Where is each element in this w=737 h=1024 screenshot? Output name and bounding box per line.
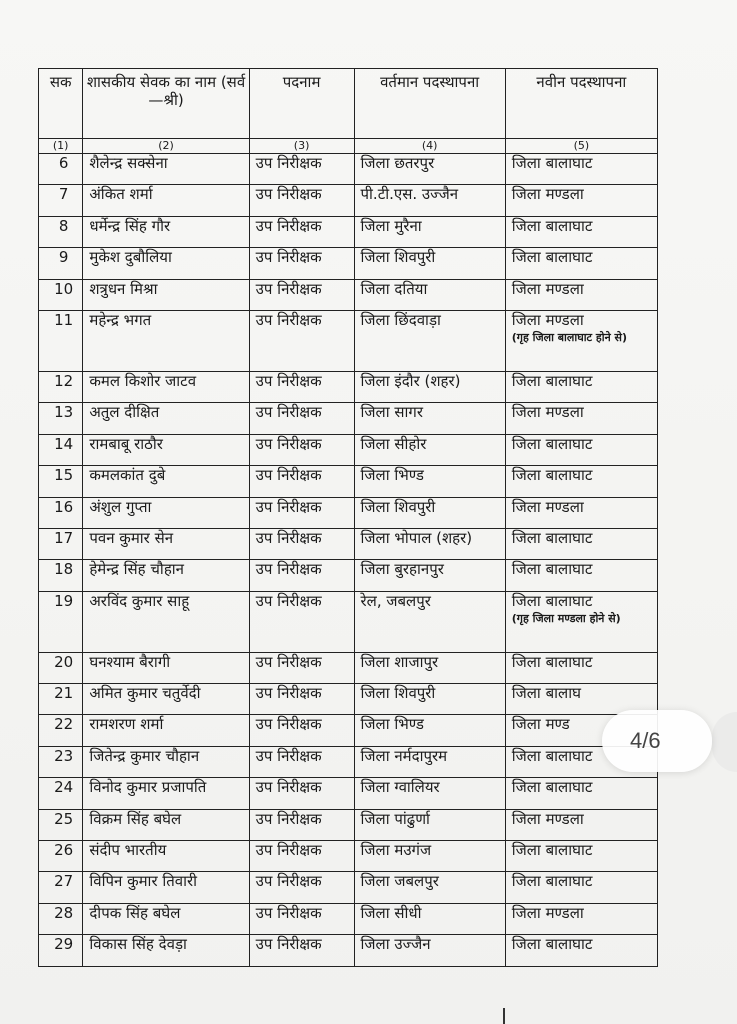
current-posting-cell-text: जिला जबलपुर: [360, 872, 439, 891]
serial-number-cell: [39, 935, 83, 966]
new-posting-cell: [505, 528, 657, 559]
new-posting-cell: [505, 903, 657, 934]
designation-cell: [249, 841, 354, 872]
table-row: [39, 809, 658, 840]
current-posting-cell: [354, 872, 505, 903]
designation-cell: [249, 216, 354, 247]
current-posting-cell: [354, 809, 505, 840]
new-posting-cell: [505, 591, 657, 652]
designation-cell: [249, 591, 354, 652]
current-posting-cell-text: जिला भोपाल (शहर): [360, 528, 473, 547]
pen-mark: [503, 1008, 505, 1024]
table-row: [39, 935, 658, 966]
designation-cell: [249, 935, 354, 966]
new-posting-cell-text: जिला मण्डला: [511, 310, 584, 329]
employee-name-cell: [83, 684, 249, 715]
designation-cell: [249, 154, 354, 185]
new-posting-cell-text: जिला मण्डला: [511, 279, 584, 298]
new-posting-cell: [505, 434, 657, 465]
serial-number-cell-text: 16: [54, 497, 74, 516]
new-posting-cell: [505, 466, 657, 497]
designation-cell: [249, 185, 354, 216]
designation-cell-text: उप निरीक्षक: [255, 310, 322, 329]
new-posting-cell: [505, 560, 657, 591]
new-posting-cell-text: जिला बालाघाट: [511, 872, 593, 891]
current-posting-cell-text: जिला उज्जैन: [360, 935, 431, 954]
designation-cell-text: उप निरीक्षक: [255, 279, 322, 298]
current-posting-cell: [354, 778, 505, 809]
serial-number-cell-text: 13: [54, 403, 74, 422]
column-number: (3): [249, 139, 354, 154]
employee-name-cell: [83, 872, 249, 903]
new-posting-cell-text: जिला बालाघाट: [511, 248, 593, 267]
employee-name-cell: [83, 248, 249, 279]
designation-cell: [249, 497, 354, 528]
new-posting-cell-text: जिला बालाघ: [511, 684, 581, 703]
new-posting-cell: [505, 279, 657, 310]
designation-cell-text: उप निरीक्षक: [255, 185, 322, 204]
designation-cell: [249, 872, 354, 903]
designation-cell: [249, 528, 354, 559]
designation-cell: [249, 809, 354, 840]
new-posting-cell: [505, 841, 657, 872]
new-posting-cell: [505, 497, 657, 528]
table-row: [39, 154, 658, 185]
new-posting-cell-text: जिला बालाघाट: [511, 935, 593, 954]
page-indicator-label: 4/6: [630, 728, 661, 753]
current-posting-cell: [354, 560, 505, 591]
employee-name-cell-text: जितेन्द्र कुमार चौहान: [89, 746, 200, 765]
column-number-row: [39, 139, 658, 154]
column-number: (5): [505, 139, 657, 154]
serial-number-cell: [39, 841, 83, 872]
serial-number-cell-text: 15: [54, 466, 74, 485]
table-row: [39, 841, 658, 872]
employee-name-cell-text: अतुल दीक्षित: [89, 403, 160, 422]
current-posting-cell: [354, 652, 505, 683]
new-posting-cell-text: जिला मण्डला: [511, 903, 584, 922]
current-posting-cell: [354, 434, 505, 465]
designation-cell: [249, 310, 354, 371]
new-posting-cell: [505, 652, 657, 683]
table-row: [39, 560, 658, 591]
serial-number-cell-text: 14: [54, 434, 74, 453]
table-row: [39, 652, 658, 683]
current-posting-cell-text: जिला मुरैना: [360, 216, 422, 235]
serial-number-cell: [39, 154, 83, 185]
current-posting-cell-text: जिला छतरपुर: [360, 154, 435, 172]
serial-number-cell: [39, 715, 83, 746]
designation-cell: [249, 466, 354, 497]
current-posting-cell: [354, 154, 505, 185]
employee-name-cell: [83, 809, 249, 840]
employee-name-cell: [83, 778, 249, 809]
designation-cell-text: उप निरीक्षक: [255, 434, 322, 453]
designation-cell: [249, 903, 354, 934]
serial-number-cell-text: 29: [54, 935, 74, 954]
employee-name-cell-text: मुकेश दुबौलिया: [89, 248, 172, 267]
new-posting-cell-text: जिला बालाघाट: [511, 528, 593, 547]
serial-number-cell-text: 23: [54, 746, 74, 765]
current-posting-cell-text: जिला शिवपुरी: [360, 497, 436, 516]
employee-name-cell: [83, 216, 249, 247]
current-posting-cell-text: जिला मउगंज: [360, 841, 432, 860]
new-posting-cell-text: जिला बालाघाट: [511, 778, 593, 797]
new-posting-cell-text: जिला बालाघाट: [511, 652, 593, 671]
designation-cell-text: उप निरीक्षक: [255, 715, 322, 734]
serial-number-cell: [39, 746, 83, 777]
employee-name-cell-text: धर्मेन्द्र सिंह गौर: [89, 216, 171, 235]
serial-number-cell-text: 20: [54, 652, 74, 671]
employee-name-cell-text: शैलेन्द्र सक्सेना: [89, 154, 168, 172]
designation-cell: [249, 652, 354, 683]
current-posting-cell: [354, 310, 505, 371]
employee-name-cell-text: रामबाबू राठौर: [89, 434, 163, 453]
serial-number-cell: [39, 216, 83, 247]
new-posting-cell: [505, 248, 657, 279]
serial-number-cell-text: 12: [54, 371, 74, 390]
employee-name-cell-text: विकास सिंह देवड़ा: [89, 935, 187, 954]
table-row: [39, 403, 658, 434]
new-posting-cell-text: जिला मण्डला: [511, 497, 584, 516]
designation-cell: [249, 371, 354, 402]
home-district-note: (गृह जिला बालाघाट होने से): [511, 330, 628, 344]
serial-number-cell: [39, 903, 83, 934]
new-posting-cell-text: जिला बालाघाट: [511, 466, 593, 485]
current-posting-cell-text: जिला सीधी: [360, 903, 422, 922]
current-posting-cell: [354, 371, 505, 402]
serial-number-cell-text: 10: [54, 279, 74, 298]
employee-name-cell-text: रामशरण शर्मा: [89, 715, 164, 734]
table-row: [39, 279, 658, 310]
current-posting-cell-text: रेल, जबलपुर: [360, 591, 431, 610]
designation-cell: [249, 746, 354, 777]
employee-name-cell-text: कमलकांत दुबे: [89, 466, 166, 485]
new-posting-cell: [505, 310, 657, 371]
table-row: [39, 497, 658, 528]
new-posting-cell: [505, 872, 657, 903]
new-posting-cell-text: जिला बालाघाट: [511, 216, 593, 235]
employee-name-cell-text: कमल किशोर जाटव: [89, 371, 197, 390]
designation-cell-text: उप निरीक्षक: [255, 778, 322, 797]
serial-number-cell: [39, 560, 83, 591]
employee-name-cell: [83, 434, 249, 465]
current-posting-cell: [354, 903, 505, 934]
table-row: [39, 684, 658, 715]
column-number: (1): [39, 139, 83, 154]
current-posting-cell-text: जिला भिण्ड: [360, 466, 424, 485]
designation-cell-text: उप निरीक्षक: [255, 154, 322, 172]
current-posting-cell-text: जिला सागर: [360, 403, 423, 422]
new-posting-cell-text: जिला मण्ड: [511, 715, 570, 734]
table-row: [39, 746, 658, 777]
serial-number-cell-text: 11: [54, 310, 74, 329]
table-row: [39, 371, 658, 402]
new-posting-cell-text: जिला बालाघाट: [511, 154, 593, 172]
designation-cell-text: उप निरीक्षक: [255, 248, 322, 267]
employee-name-cell-text: विक्रम सिंह बघेल: [89, 809, 182, 828]
table-row: [39, 528, 658, 559]
serial-number-cell: [39, 279, 83, 310]
employee-name-cell: [83, 591, 249, 652]
serial-number-cell: [39, 248, 83, 279]
header-name: शासकीय सेवक का नाम (सर्व—श्री): [83, 69, 249, 139]
designation-cell-text: उप निरीक्षक: [255, 591, 322, 610]
current-posting-cell: [354, 466, 505, 497]
serial-number-cell: [39, 652, 83, 683]
serial-number-cell: [39, 809, 83, 840]
new-posting-cell: [505, 935, 657, 966]
current-posting-cell: [354, 185, 505, 216]
employee-name-cell: [83, 310, 249, 371]
serial-number-cell: [39, 591, 83, 652]
column-number: (2): [83, 139, 249, 154]
designation-cell-text: उप निरीक्षक: [255, 684, 322, 703]
new-posting-cell-text: जिला बालाघाट: [511, 371, 593, 390]
employee-name-cell-text: अंकित शर्मा: [89, 185, 153, 204]
header-current-posting: वर्तमान पदस्थापना: [354, 69, 505, 139]
table-row: [39, 466, 658, 497]
designation-cell: [249, 248, 354, 279]
current-posting-cell: [354, 279, 505, 310]
current-posting-cell-text: जिला सीहोर: [360, 434, 427, 453]
table-row: [39, 248, 658, 279]
serial-number-cell: [39, 403, 83, 434]
employee-name-cell: [83, 746, 249, 777]
employee-name-cell: [83, 185, 249, 216]
designation-cell-text: उप निरीक्षक: [255, 652, 322, 671]
serial-number-cell-text: 17: [54, 528, 74, 547]
current-posting-cell-text: जिला नर्मदापुरम: [360, 746, 448, 765]
table-row: [39, 903, 658, 934]
employee-name-cell: [83, 841, 249, 872]
new-posting-cell: [505, 185, 657, 216]
designation-cell: [249, 560, 354, 591]
serial-number-cell: [39, 872, 83, 903]
table-row: [39, 185, 658, 216]
new-posting-cell-text: जिला बालाघाट: [511, 746, 593, 765]
current-posting-cell-text: जिला शिवपुरी: [360, 248, 436, 267]
header-serial: सक: [39, 69, 83, 139]
current-posting-cell-text: जिला भिण्ड: [360, 715, 424, 734]
employee-name-cell: [83, 715, 249, 746]
employee-name-cell: [83, 154, 249, 185]
current-posting-cell: [354, 216, 505, 247]
table-row: [39, 872, 658, 903]
employee-name-cell: [83, 528, 249, 559]
employee-name-cell-text: संदीप भारतीय: [89, 841, 167, 860]
designation-cell-text: उप निरीक्षक: [255, 403, 322, 422]
column-number: (4): [354, 139, 505, 154]
serial-number-cell: [39, 466, 83, 497]
designation-cell-text: उप निरीक्षक: [255, 216, 322, 235]
header-new-posting: नवीन पदस्थापना: [505, 69, 657, 139]
employee-name-cell-text: हेमेन्द्र सिंह चौहान: [89, 560, 184, 579]
serial-number-cell-text: 28: [54, 903, 74, 922]
table-row: [39, 715, 658, 746]
employee-name-cell: [83, 903, 249, 934]
employee-name-cell-text: विपिन कुमार तिवारी: [89, 872, 198, 891]
serial-number-cell: [39, 528, 83, 559]
serial-number-cell-text: 21: [54, 684, 74, 703]
designation-cell-text: उप निरीक्षक: [255, 935, 322, 954]
serial-number-cell-text: 26: [54, 841, 74, 860]
designation-cell-text: उप निरीक्षक: [255, 903, 322, 922]
current-posting-cell-text: जिला इंदौर (शहर): [360, 371, 461, 390]
serial-number-cell-text: 18: [54, 560, 74, 579]
serial-number-cell-text: 8: [58, 216, 69, 235]
employee-name-cell: [83, 935, 249, 966]
designation-cell: [249, 778, 354, 809]
employee-name-cell: [83, 497, 249, 528]
designation-cell-text: उप निरीक्षक: [255, 746, 322, 765]
employee-name-cell-text: अमित कुमार चतुर्वेदी: [89, 684, 201, 703]
employee-name-cell: [83, 652, 249, 683]
designation-cell: [249, 403, 354, 434]
new-posting-cell: [505, 809, 657, 840]
serial-number-cell: [39, 310, 83, 371]
new-posting-cell-text: जिला बालाघाट: [511, 560, 593, 579]
current-posting-cell: [354, 248, 505, 279]
serial-number-cell: [39, 497, 83, 528]
current-posting-cell: [354, 497, 505, 528]
current-posting-cell: [354, 715, 505, 746]
current-posting-cell-text: जिला शिवपुरी: [360, 684, 436, 703]
designation-cell: [249, 715, 354, 746]
employee-name-cell-text: घनश्याम बैरागी: [89, 652, 171, 671]
current-posting-cell: [354, 935, 505, 966]
employee-name-cell: [83, 403, 249, 434]
current-posting-cell-text: जिला शाजापुर: [360, 652, 439, 671]
employee-name-cell: [83, 371, 249, 402]
serial-number-cell-text: 24: [54, 778, 74, 797]
current-posting-cell: [354, 841, 505, 872]
serial-number-cell-text: 6: [58, 154, 69, 172]
serial-number-cell-text: 25: [54, 809, 74, 828]
new-posting-cell-text: जिला बालाघाट: [511, 434, 593, 453]
current-posting-cell-text: जिला ग्वालियर: [360, 778, 440, 797]
table-row: [39, 310, 658, 371]
employee-name-cell-text: महेन्द्र भगत: [89, 310, 152, 329]
new-posting-cell: [505, 216, 657, 247]
serial-number-cell: [39, 371, 83, 402]
employee-name-cell-text: अरविंद कुमार साहू: [89, 591, 190, 610]
employee-name-cell-text: विनोद कुमार प्रजापति: [89, 778, 207, 797]
designation-cell-text: उप निरीक्षक: [255, 872, 322, 891]
current-posting-cell: [354, 591, 505, 652]
designation-cell-text: उप निरीक्षक: [255, 528, 322, 547]
new-posting-cell: [505, 778, 657, 809]
designation-cell: [249, 684, 354, 715]
employee-name-cell: [83, 466, 249, 497]
new-posting-cell-text: जिला बालाघाट: [511, 841, 593, 860]
designation-cell-text: उप निरीक्षक: [255, 841, 322, 860]
designation-cell: [249, 434, 354, 465]
serial-number-cell: [39, 434, 83, 465]
current-posting-cell-text: जिला पांढुर्णा: [360, 809, 430, 828]
table-row: [39, 591, 658, 652]
serial-number-cell: [39, 684, 83, 715]
serial-number-cell-text: 9: [58, 248, 69, 267]
designation-cell-text: उप निरीक्षक: [255, 466, 322, 485]
designation-cell-text: उप निरीक्षक: [255, 560, 322, 579]
current-posting-cell: [354, 746, 505, 777]
employee-name-cell-text: अंशुल गुप्ता: [89, 497, 152, 516]
new-posting-cell: [505, 403, 657, 434]
designation-cell-text: उप निरीक्षक: [255, 809, 322, 828]
transfer-order-table: [38, 68, 658, 967]
current-posting-cell-text: जिला दतिया: [360, 279, 428, 298]
table-header-row: [39, 69, 658, 139]
new-posting-cell-text: जिला मण्डला: [511, 403, 584, 422]
table-row: [39, 216, 658, 247]
current-posting-cell-text: पी.टी.एस. उज्जैन: [360, 185, 459, 204]
serial-number-cell-text: 19: [54, 591, 74, 610]
new-posting-cell: [505, 371, 657, 402]
designation-cell-text: उप निरीक्षक: [255, 497, 322, 516]
serial-number-cell-text: 7: [58, 185, 69, 204]
current-posting-cell: [354, 403, 505, 434]
serial-number-cell-text: 22: [54, 715, 74, 734]
new-posting-cell-text: जिला मण्डला: [511, 809, 584, 828]
new-posting-cell: [505, 154, 657, 185]
current-posting-cell-text: जिला बुरहानपुर: [360, 560, 444, 579]
serial-number-cell: [39, 778, 83, 809]
header-designation: पदनाम: [249, 69, 354, 139]
designation-cell-text: उप निरीक्षक: [255, 371, 322, 390]
employee-name-cell-text: पवन कुमार सेन: [89, 528, 174, 547]
home-district-note: (गृह जिला मण्डला होने से): [511, 611, 621, 625]
table-row: [39, 434, 658, 465]
new-posting-cell-text: जिला मण्डला: [511, 185, 584, 204]
current-posting-cell: [354, 684, 505, 715]
serial-number-cell-text: 27: [54, 872, 74, 891]
page-indicator: [602, 710, 712, 772]
employee-name-cell: [83, 560, 249, 591]
employee-name-cell-text: दीपक सिंह बघेल: [89, 903, 181, 922]
table-row: [39, 778, 658, 809]
designation-cell: [249, 279, 354, 310]
current-posting-cell-text: जिला छिंदवाड़ा: [360, 310, 441, 329]
serial-number-cell: [39, 185, 83, 216]
current-posting-cell: [354, 528, 505, 559]
employee-name-cell: [83, 279, 249, 310]
new-posting-cell-text: जिला बालाघाट: [511, 591, 593, 610]
employee-name-cell-text: शत्रुधन मिश्रा: [89, 279, 158, 298]
